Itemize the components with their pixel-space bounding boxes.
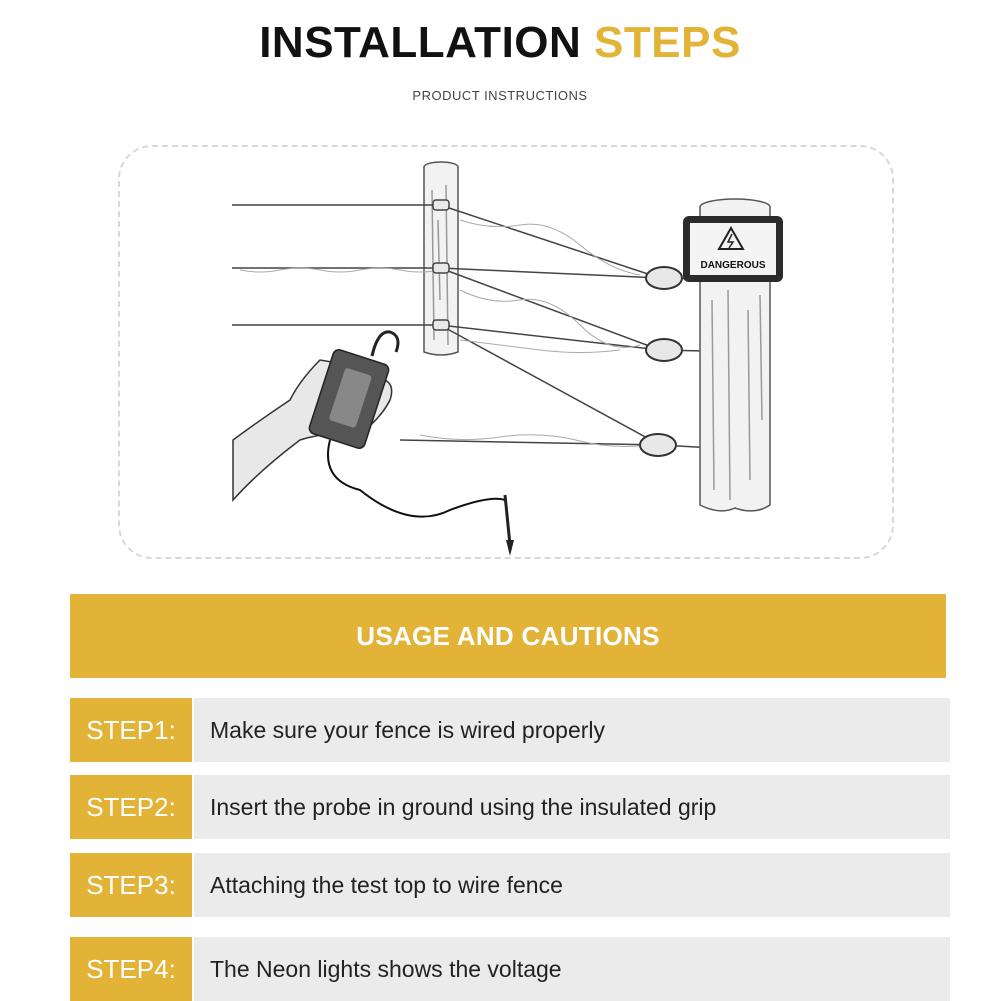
step-label: STEP2: [70, 775, 192, 839]
danger-sign-text: DANGEROUS [700, 260, 766, 271]
step-label: STEP1: [70, 698, 192, 762]
step-row [70, 698, 950, 762]
title-main: INSTALLATION [259, 18, 582, 67]
danger-sign [683, 216, 783, 282]
usage-banner [70, 594, 946, 678]
step-text: Make sure your fence is wired properly [194, 698, 950, 762]
page-subtitle: PRODUCT INSTRUCTIONS [412, 88, 588, 103]
step-row [70, 937, 950, 1001]
step-label: STEP4: [70, 937, 192, 1001]
hand-holding-tester [233, 332, 514, 556]
tester-cable [328, 440, 505, 517]
tester-hook [372, 332, 398, 356]
step-label: STEP3: [70, 853, 192, 917]
title-accent: STEPS [594, 18, 741, 67]
step-text: Attaching the test top to wire fence [194, 853, 950, 917]
step-row [70, 853, 950, 917]
ground-probe-tip [506, 540, 514, 556]
front-post-insulators [640, 267, 682, 456]
step-text: Insert the probe in ground using the insulated grip [194, 775, 950, 839]
ground-probe [505, 495, 510, 545]
step-row [70, 775, 950, 839]
usage-banner-title: USAGE AND CAUTIONS [356, 620, 660, 651]
step-text: The Neon lights shows the voltage [194, 937, 950, 1001]
